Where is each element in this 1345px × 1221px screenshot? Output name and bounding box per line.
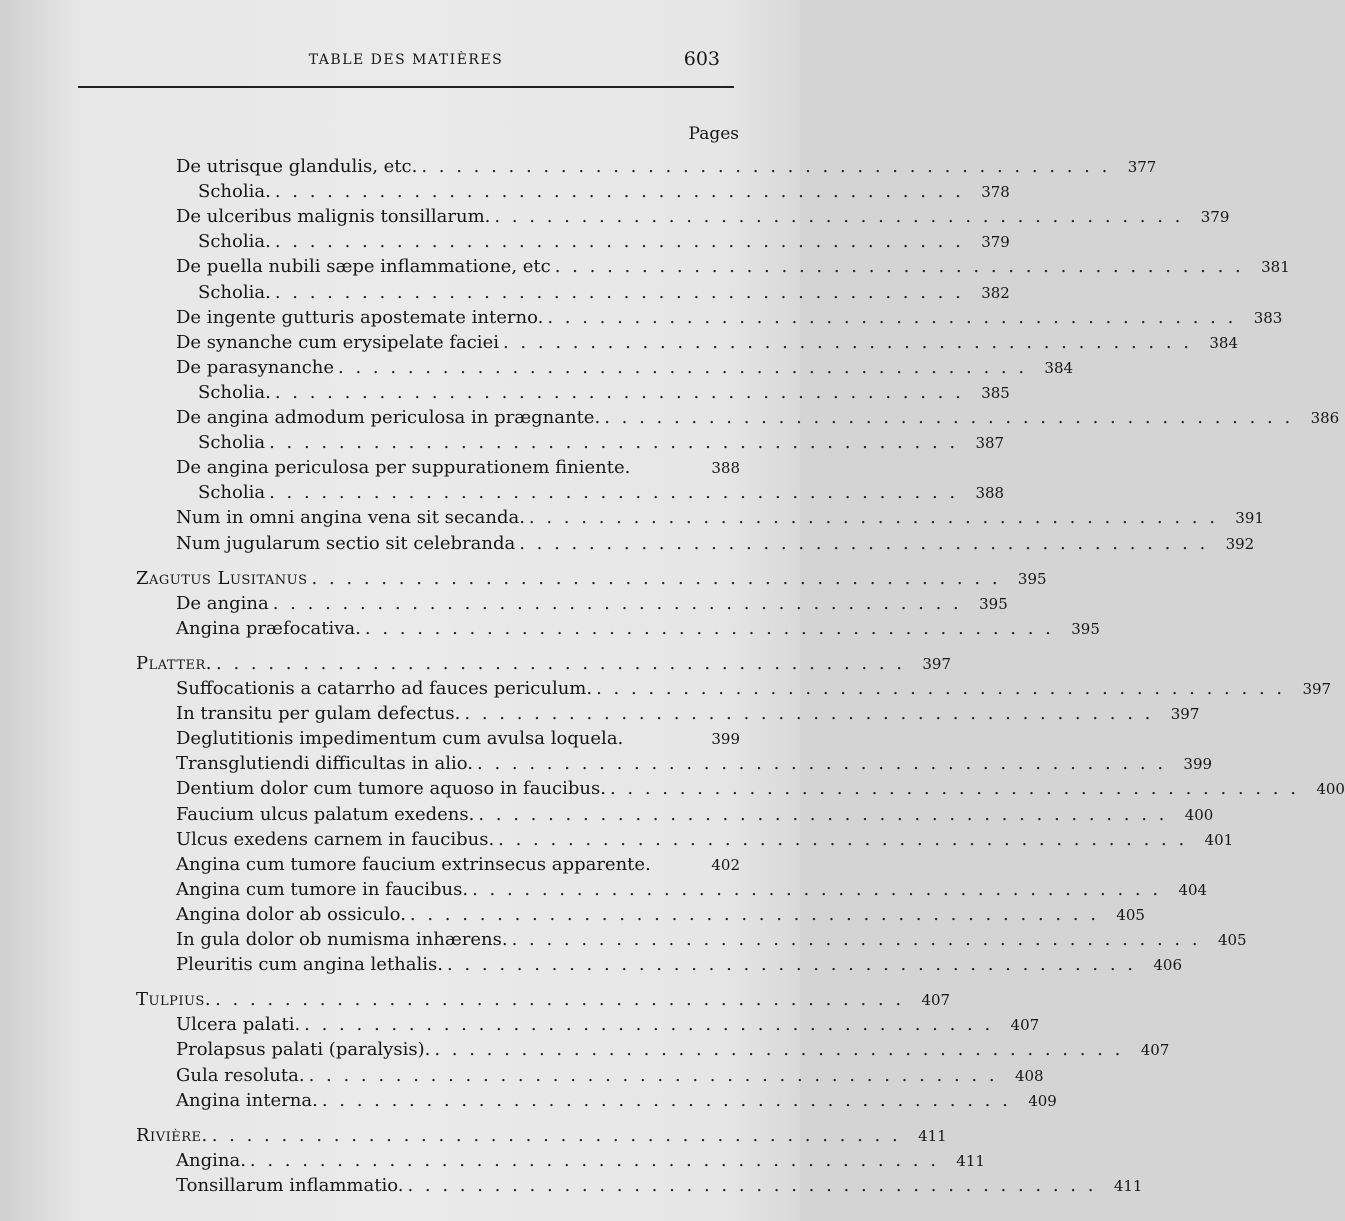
toc-entry-title: De angina periculosa per suppurationem finiente.	[176, 457, 631, 478]
toc-page-number: 384	[1209, 333, 1238, 352]
toc-entry-title: In gula dolor ob numisma inhærens.	[176, 929, 508, 950]
toc-page-number: 395	[979, 594, 1008, 613]
toc-entry-title: De angina	[176, 593, 269, 614]
toc-entry	[176, 902, 1145, 927]
toc-entry	[176, 455, 740, 480]
dot-leader: . . . . . . . . . . . . . . . . . . . . . . . . . . . . . . . . . . . . . . . .	[511, 929, 1201, 950]
dot-leader: . . . . . . . . . . . . . . . . . . . . . . . . . . . . . . . . . . . . . . . .	[311, 568, 1001, 589]
toc-entry-title: Gula resoluta.	[176, 1065, 305, 1086]
toc-entry	[176, 927, 1247, 952]
running-title: TABLE DES MATIÈRES	[308, 52, 504, 68]
toc-entry-title: Num in omni angina vena sit secanda.	[176, 507, 525, 528]
dot-leader: . . . . . . . . . . . . . . . . . . . . . . . . . . . . . . . . . . . . . . . .	[472, 879, 1162, 900]
toc-entry	[176, 330, 1238, 355]
toc-page-number: 409	[1028, 1091, 1057, 1110]
dot-leader: . . . . . . . . . . . . . . . . . . . . . . . . . . . . . . . . . . . . . . . .	[364, 618, 1054, 639]
toc-entry	[176, 1148, 985, 1173]
toc-page-number: 405	[1116, 905, 1145, 924]
toc-entry-title: Num jugularum sectio sit celebranda	[176, 533, 516, 554]
toc-entry	[176, 701, 1200, 726]
toc-entry	[198, 480, 1005, 505]
toc-author-entry	[136, 651, 952, 676]
toc-entry	[176, 802, 1214, 827]
dot-leader: . . . . . . . . . . . . . . . . . . . . . . . . . . . . . . . . . . . . . . . .	[274, 231, 964, 252]
toc-entry	[176, 726, 740, 751]
toc-entry-title: Ulcus exedens carnem in faucibus.	[176, 829, 495, 850]
toc-author-entry	[136, 566, 1047, 591]
toc-page-number: 411	[956, 1151, 985, 1170]
toc-entry-title: De ingente gutturis apostemate interno.	[176, 307, 544, 328]
toc-entry	[176, 776, 1345, 801]
toc-author-entry	[136, 1123, 947, 1148]
toc-entry	[176, 827, 1234, 852]
toc-page-number: 378	[981, 182, 1010, 201]
toc-page-number: 385	[981, 383, 1010, 402]
toc-entry	[176, 751, 1213, 776]
toc-page-number: 404	[1178, 880, 1208, 899]
dot-leader: . . . . . . . . . . . . . . . . . . . . . . . . . . . . . . . . . . . . . . . .	[407, 1175, 1097, 1196]
toc-entry-title: Angina.	[176, 1150, 246, 1171]
toc-entry	[198, 229, 1010, 254]
dot-leader: . . . . . . . . . . . . . . . . . . . . . . . . . . . . . . . . . . . . . . . .	[528, 507, 1218, 528]
toc-page-number: 408	[1014, 1066, 1044, 1085]
dot-leader: . . . . . . . . . . . . . . . . . . . . . . . . . . . . . . . . . . . . . . . .	[269, 432, 959, 453]
toc-entry-title: Faucium ulcus palatum exedens.	[176, 804, 475, 825]
dot-leader: . . . . . . . . . . . . . . . . . . . . . . . . . . . . . . . . . . . . . . . .	[274, 282, 964, 303]
dot-leader: . . . . . . . . . . . . . . . . . . . . . . . . . . . . . . . . . . . . . . . .	[434, 1039, 1124, 1060]
toc-entry	[176, 1012, 1040, 1037]
dot-leader: . . . . . . . . . . . . . . . . . . . . . . . . . . . . . . . . . . . . . . . .	[272, 593, 962, 614]
toc-page-number: 388	[975, 483, 1005, 502]
toc-page-number: 402	[711, 855, 740, 874]
toc-entry	[176, 355, 1074, 380]
toc-entry-title: Scholia	[198, 432, 266, 453]
toc-page-number: 411	[918, 1126, 947, 1145]
toc-page-number: 406	[1153, 955, 1182, 974]
toc-page-number: 387	[975, 433, 1005, 452]
toc-author-entry	[136, 987, 951, 1012]
dot-leader: . . . . . . . . . . . . . . . . . . . . . . . . . . . . . . . . . . . . . . . .	[308, 1065, 998, 1086]
toc-page-number: 386	[1310, 408, 1340, 427]
toc-entry-title: De parasynanche	[176, 357, 335, 378]
toc-page-number: 401	[1204, 830, 1234, 849]
dot-leader: . . . . . . . . . . . . . . . . . . . . . . . . . . . . . . . . . . . . . . . .	[211, 1125, 901, 1146]
toc-page-number: 379	[981, 232, 1010, 251]
pages-column-label: Pages	[688, 124, 739, 144]
toc-entry	[176, 952, 1182, 977]
toc-page-number: 407	[921, 990, 951, 1009]
dot-leader: . . . . . . . . . . . . . . . . . . . . . . . . . . . . . . . . . . . . . . . .	[596, 678, 1286, 699]
toc-entry-title: Zagutus Lusitanus	[136, 568, 308, 589]
toc-entry-title: De puella nubili sæpe inflammatione, etc	[176, 256, 551, 277]
toc-page-number: 391	[1235, 508, 1264, 527]
header-rule	[78, 86, 734, 88]
toc-entry-title: Prolapsus palati (paralysis).	[176, 1039, 431, 1060]
toc-entry-title: Ulcera palati.	[176, 1014, 301, 1035]
toc-entry-title: Scholia.	[198, 181, 271, 202]
toc-entry	[176, 204, 1230, 229]
toc-entry-title: Angina cum tumore faucium extrinsecus apparente.	[176, 854, 651, 875]
toc-page-number: 397	[922, 654, 952, 673]
toc-page-number: 377	[1127, 157, 1157, 176]
toc-entry	[176, 676, 1332, 701]
dot-leader: . . . . . . . . . . . . . . . . . . . . . . . . . . . . . . . . . . . . . . . .	[421, 156, 1111, 177]
toc-entry-title: Dentium dolor cum tumore aquoso in faucibus.	[176, 778, 606, 799]
dot-leader: . . . . . . . . . . . . . . . . . . . . . . . . . . . . . . . . . . . . . . . .	[494, 206, 1184, 227]
toc-entry-title: De synanche cum erysipelate faciei	[176, 332, 499, 353]
toc-entry	[176, 305, 1283, 330]
dot-leader: . . . . . . . . . . . . . . . . . . . . . . . . . . . . . . . . . . . . . . . .	[519, 533, 1209, 554]
dot-leader: . . . . . . . . . . . . . . . . . . . . . . . . . . . . . . . . . . . . . . . .	[274, 181, 964, 202]
dot-leader: . . . . . . . . . . . . . . . . . . . . . . . . . . . . . . . . . . . . . . . .	[216, 653, 906, 674]
toc-entry-title: De utrisque glandulis, etc.	[176, 156, 418, 177]
toc-entry-title: Platter.	[136, 653, 213, 674]
toc-entry	[176, 616, 1100, 641]
toc-page-number: 407	[1010, 1015, 1040, 1034]
toc-entry-title: Transglutiendi difficultas in alio.	[176, 753, 474, 774]
toc-entry	[176, 1173, 1143, 1198]
dot-leader: . . . . . . . . . . . . . . . . . . . . . . . . . . . . . . . . . . . . . . . .	[498, 829, 1188, 850]
toc-page-number: 411	[1113, 1176, 1143, 1195]
toc-entry	[176, 1088, 1057, 1113]
page-number: 603	[683, 48, 720, 70]
toc-entry-title: In transitu per gulam defectus.	[176, 703, 461, 724]
dot-leader: . . . . . . . . . . . . . . . . . . . . . . . . . . . . . . . . . . . . . . . .	[249, 1150, 939, 1171]
toc-page-number: 400	[1316, 779, 1345, 798]
toc-page-number: 381	[1261, 257, 1290, 276]
toc-page-number: 392	[1225, 534, 1255, 553]
toc-page-number: 407	[1140, 1040, 1170, 1059]
toc-entry-title: Rivière.	[136, 1125, 208, 1146]
toc-entry	[176, 852, 740, 877]
toc-entry-title: Angina dolor ab ossiculo.	[176, 904, 406, 925]
toc-page-number: 399	[711, 729, 740, 748]
dot-leader: . . . . . . . . . . . . . . . . . . . . . . . . . . . . . . . . . . . . . . . .	[547, 307, 1237, 328]
toc-page-number: 388	[711, 458, 740, 477]
toc-page-number: 405	[1217, 930, 1247, 949]
dot-leader: . . . . . . . . . . . . . . . . . . . . . . . . . . . . . . . . . . . . . . . .	[215, 989, 905, 1010]
dot-leader: . . . . . . . . . . . . . . . . . . . . . . . . . . . . . . . . . . . . . . . .	[304, 1014, 994, 1035]
toc-entry-title: Angina cum tumore in faucibus.	[176, 879, 469, 900]
toc-page-number: 397	[1302, 679, 1332, 698]
toc-entry-title: Tonsillarum inflammatio.	[176, 1175, 404, 1196]
toc-entry-title: Suffocationis a catarrho ad fauces periculum.	[176, 678, 593, 699]
toc-page-number: 384	[1044, 358, 1074, 377]
toc-entry	[176, 405, 1340, 430]
toc-entry-title: Angina interna.	[176, 1090, 318, 1111]
toc-entry-title: Scholia.	[198, 282, 271, 303]
toc-entry	[198, 179, 1010, 204]
toc-entry	[198, 280, 1010, 305]
toc-entry-title: Scholia.	[198, 231, 271, 252]
toc-entry	[198, 380, 1010, 405]
toc-entry-title: De ulceribus malignis tonsillarum.	[176, 206, 491, 227]
toc-entry-title: Scholia	[198, 482, 266, 503]
dot-leader: . . . . . . . . . . . . . . . . . . . . . . . . . . . . . . . . . . . . . . . .	[269, 482, 959, 503]
dot-leader: . . . . . . . . . . . . . . . . . . . . . . . . . . . . . . . . . . . . . . . .	[274, 382, 964, 403]
toc-page-number: 395	[1071, 619, 1100, 638]
toc-entry-title: Pleuritis cum angina lethalis.	[176, 954, 443, 975]
toc-entry-title: Deglutitionis impedimentum cum avulsa loquela.	[176, 728, 624, 749]
toc-page-number: 379	[1200, 207, 1230, 226]
page-header	[78, 44, 734, 76]
dot-leader: . . . . . . . . . . . . . . . . . . . . . . . . . . . . . . . . . . . . . . . .	[477, 753, 1167, 774]
dot-leader: . . . . . . . . . . . . . . . . . . . . . . . . . . . . . . . . . . . . . . . .	[609, 778, 1299, 799]
toc-entry	[176, 154, 1157, 179]
toc-entry-title: Tulpius.	[136, 989, 212, 1010]
toc-entry	[176, 531, 1255, 556]
dot-leader: . . . . . . . . . . . . . . . . . . . . . . . . . . . . . . . . . . . . . . . .	[554, 256, 1244, 277]
toc-entry	[176, 505, 1264, 530]
toc-entry-title: Angina præfocativa.	[176, 618, 361, 639]
toc-page-number: 399	[1183, 754, 1213, 773]
toc-page-number: 400	[1184, 805, 1214, 824]
toc-entry	[176, 254, 1290, 279]
dot-leader: . . . . . . . . . . . . . . . . . . . . . . . . . . . . . . . . . . . . . . . .	[464, 703, 1154, 724]
toc-entry	[176, 1037, 1170, 1062]
toc-page-number: 383	[1253, 308, 1283, 327]
dot-leader: . . . . . . . . . . . . . . . . . . . . . . . . . . . . . . . . . . . . . . . .	[446, 954, 1136, 975]
dot-leader: . . . . . . . . . . . . . . . . . . . . . . . . . . . . . . . . . . . . . . . .	[604, 407, 1294, 428]
toc-entry-title: De angina admodum periculosa in prægnante.	[176, 407, 601, 428]
dot-leader: . . . . . . . . . . . . . . . . . . . . . . . . . . . . . . . . . . . . . . . .	[321, 1090, 1011, 1111]
toc-entry-title: Scholia.	[198, 382, 271, 403]
toc-entry	[176, 877, 1208, 902]
toc-entry	[176, 1063, 1044, 1088]
toc-entry	[176, 591, 1008, 616]
dot-leader: . . . . . . . . . . . . . . . . . . . . . . . . . . . . . . . . . . . . . . . .	[338, 357, 1028, 378]
toc-entry	[198, 430, 1005, 455]
toc-page-number: 395	[1017, 569, 1047, 588]
toc-page-number: 397	[1170, 704, 1200, 723]
dot-leader: . . . . . . . . . . . . . . . . . . . . . . . . . . . . . . . . . . . . . . . .	[409, 904, 1099, 925]
dot-leader: . . . . . . . . . . . . . . . . . . . . . . . . . . . . . . . . . . . . . . . .	[478, 804, 1168, 825]
toc-page-number: 382	[981, 283, 1010, 302]
dot-leader: . . . . . . . . . . . . . . . . . . . . . . . . . . . . . . . . . . . . . . . .	[502, 332, 1192, 353]
